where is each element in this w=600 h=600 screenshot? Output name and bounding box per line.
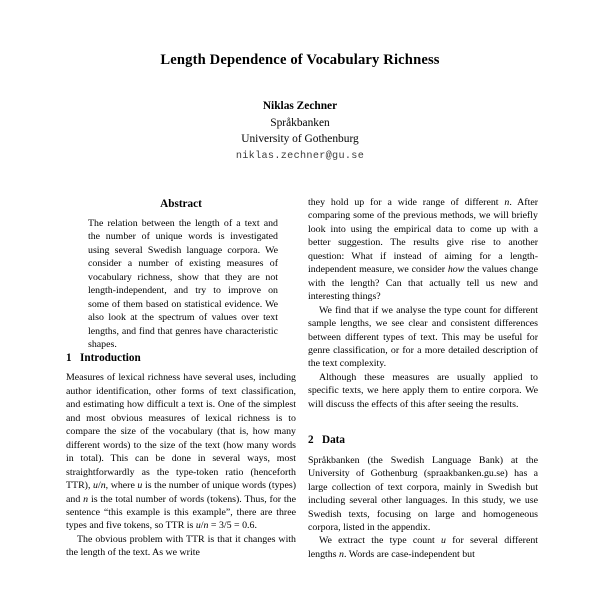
column-left [66,352,296,560]
section-body-introduction [66,371,296,559]
author-email: niklas.zechner@gu.se [235,150,365,162]
abstract-heading: Abstract [160,198,202,210]
math-inline: u [137,480,143,492]
paragraph: We find that if we analyse the type count for different sample lengths, we see clear and consistent differences between different types of text. This may be useful for genre classification, or for a more detailed description of the text complexity. [308,304,538,370]
math-inline: u/n = 3/5 = 0.6 [195,520,255,532]
section-title: Introduction [80,352,141,364]
section-number: 1 [66,352,72,364]
section-body-data [308,454,538,562]
math-inline: u/n [93,480,106,492]
emphasis: how [447,264,465,276]
column-right [308,196,538,561]
author-block [0,98,600,165]
paragraph: they hold up for a wide range of different n. After comparing some of the previous methods, we will briefly look into using the empirical data to come up with a better suggestion. The results give rise to another question: What if instead of aiming for a length-independent measure, we consider how the values change with the length? Can that actually tell us new and interesting things? [308,197,538,303]
math-inline: n [83,493,89,505]
section-heading-data [308,434,538,447]
section-number: 2 [308,434,314,447]
introduction-continuation [308,196,538,411]
paragraph: Although these measures are usually applied to specific texts, we here apply them to entire corpora. We will discuss the effects of this after seeing the results. [308,371,538,410]
paragraph: Measures of lexical richness have several uses, including author identification, other forms of text classification, and estimating how difficult a text is. One of the simplest and most obvious measures of lexical richness is to compare the size of the vocabulary (that is, how many different words) to the size of the text (how many words in total). This can be done in several ways, most straightforwardly as the type-token ratio (henceforth TTR), u/n, where u is the number of unique words (types) and n is the total number of words (tokens). Thus, for the sentence “this example is this example”, there are three types and five tokens, so TTR is u/n = 3/5 = 0.6. [66,372,296,532]
author-organization: Språkbanken [270,116,330,129]
math-inline: u [441,535,446,547]
paragraph: The obvious problem with TTR is that it changes with the length of the text. As we write [66,533,296,559]
author-university: University of Gothenburg [241,133,359,145]
page-title: Length Dependence of Vocabulary Richness [160,52,440,68]
section-title: Data [322,434,345,447]
paragraph: Språkbanken (the Swedish Language Bank) at the University of Gothenburg (spraakbanken.gu.se) has a large collection of text corpora, mainly in Swedish but including several other languages. In this study, we use Swedish texts, focusing on large and homogeneous corpora, listed in the appendix. [308,454,538,533]
math-inline: n [504,197,510,208]
paragraph: We extract the type count u for several different lengths n. Words are case-independent but [308,535,539,560]
section-heading-introduction [66,352,296,365]
abstract-body: The relation between the length of a text and the number of unique words is investigated using several Swedish language corpora. We consider a number of existing measures of vocabulary richness, show that they are not length-independent, and try to improve on some of them based on statistical evidence. We also look at the spectrum of values over text lengths, and find that genres have characteristic shapes. [88,218,278,351]
author-name: Niklas Zechner [262,100,338,112]
math-inline: n [339,548,344,560]
